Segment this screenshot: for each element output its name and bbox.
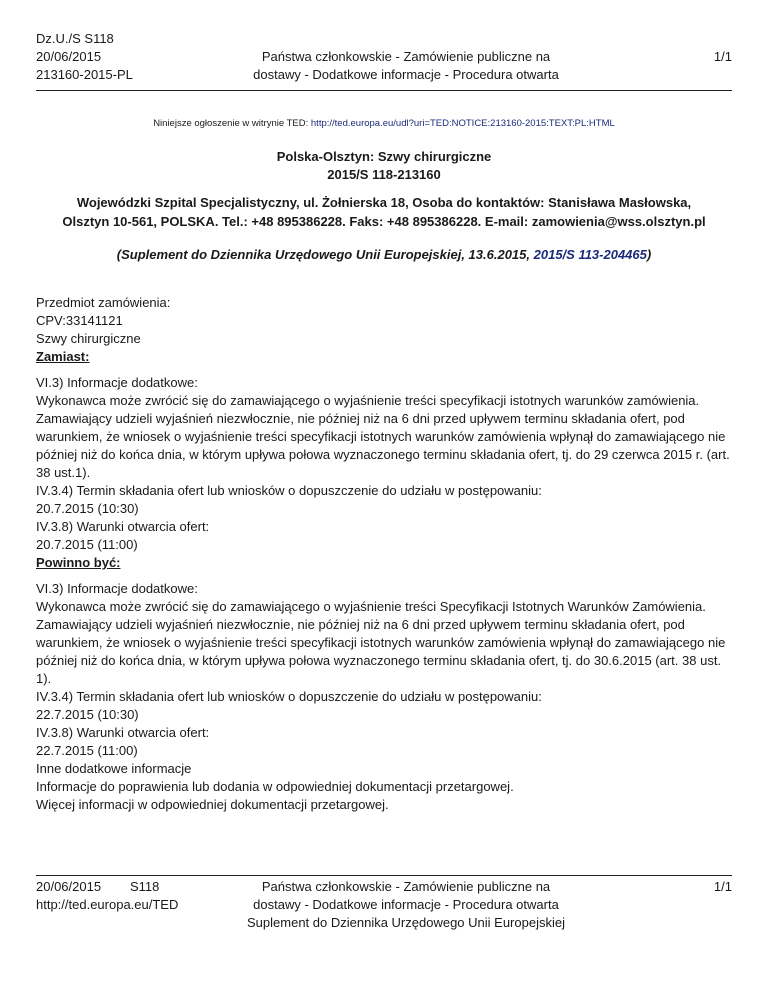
footer-center [236,878,576,932]
header-ref: 213160-2015-PL [36,67,133,82]
supplement-link[interactable]: 2015/S 113-204465 [533,247,647,262]
should-be-heading: Powinno być: [36,555,121,570]
footer-date: 20/06/2015 [36,879,102,894]
other-info-label: Inne dodatkowe informacje [36,761,192,776]
instead-vi3-label: VI.3) Informacje dodatkowe: [36,375,198,390]
should-be-iv334-label: IV.3.4) Termin składania ofert lub wniosków o dopuszczenie do udziału w postępowaniu: [36,689,542,704]
supplement-line [0,247,768,262]
subject-label: Przedmiot zamówienia: [36,295,171,310]
header-page-number: 1/1 [713,49,732,64]
notice-prefix: Niniejsze ogłoszenie w witrynie TED: [153,118,311,129]
subject-cpv: CPV:33141121 [36,313,123,328]
instead-iv334-label: IV.3.4) Termin składania ofert lub wniosków o dopuszczenie do udziału w postępowaniu: [36,483,542,498]
footer-s: S118 [129,879,160,894]
header-left [36,30,133,84]
footer-left [36,878,178,914]
contact-line2: Olsztyn 10-561, POLSKA. Tel.: +48 895386228. Faks: +48 895386228. E-mail: zamowienia@wss.olsztyn.pl [62,214,706,229]
header-dz: Dz.U./S S118 [36,31,114,46]
document-body [36,294,732,814]
instead-iv338-value: 20.7.2015 (11:00) [36,537,138,552]
subject-name: Szwy chirurgiczne [36,331,141,346]
footer-url[interactable]: http://ted.europa.eu/TED [36,897,179,912]
page-footer [36,875,732,930]
should-be-vi3-label: VI.3) Informacje dodatkowe: [36,581,198,596]
header-date: 20/06/2015 [36,49,102,64]
footer-page-number: 1/1 [713,879,732,894]
other-info-line1: Informacje do poprawienia lub dodania w odpowiedniej dokumentacji przetargowej. [36,779,514,794]
footer-line1: Państwa członkowskie - Zamówienie publiczne na [261,879,551,894]
notice-line [0,118,768,129]
supplement-suffix: ) [646,247,652,262]
header-center-line2: dostawy - Dodatkowe informacje - Procedura otwarta [253,67,559,82]
title-line1: Polska-Olsztyn: Szwy chirurgiczne [276,149,492,164]
contact-block [40,193,728,231]
contact-line1: Wojewódzki Szpital Specjalistyczny, ul. Żołnierska 18, Osoba do kontaktów: Stanisława Masłowska, [76,195,692,210]
header-center [236,48,576,84]
instead-iv334-value: 20.7.2015 (10:30) [36,501,139,516]
instead-vi3-text: Wykonawca może zwrócić się do zamawiającego o wyjaśnienie treści specyfikacji istotnych warunków zamówienia. Zamawiający udzieli wyjaśnień niezwłocznie, nie później niż na 6 dni przed upływem terminu składania ofert, pod warunkiem, że wniosek o wyjaśnienie treści specyfikacji istotnych warunków zamówienia wpłynął do zamawiającego nie później niż do końca dnia, w którym upływa połowa wyznaczonego terminu składania ofert, tj. do 29 czerwca 2015 r. (art. 38 ust.1). [36,393,730,480]
title-line2: 2015/S 118-213160 [327,167,441,182]
other-info-line2: Więcej informacji w odpowiedniej dokumentacji przetargowej. [36,797,389,812]
footer-line3: Suplement do Dziennika Urzędowego Unii Europejskiej [247,915,565,930]
instead-heading: Zamiast: [36,349,90,364]
header-center-line1: Państwa członkowskie - Zamówienie publiczne na [261,49,551,64]
should-be-iv338-value: 22.7.2015 (11:00) [36,743,138,758]
footer-line2: dostawy - Dodatkowe informacje - Procedura otwarta [253,897,559,912]
should-be-vi3-text: Wykonawca może zwrócić się do zamawiającego o wyjaśnienie treści Specyfikacji Istotnych Warunków Zamówienia. Zamawiający udzieli wyjaśnień niezwłocznie, nie później niż na 6 dni przed upływem terminu składania ofert, pod warunkiem, że wniosek o wyjaśnienie treści specyfikacji istotnych warunków zamówienia wpłynął do zamawiającego nie później niż do końca dnia, w którym upływa połowa wyznaczonego terminu składania ofert, tj. do 30.6.2015 (art. 38 ust. 1). [36,599,726,686]
should-be-iv334-value: 22.7.2015 (10:30) [36,707,139,722]
supplement-prefix: (Suplement do Dziennika Urzędowego Unii Europejskiej, 13.6.2015, [116,247,534,262]
should-be-iv338-label: IV.3.8) Warunki otwarcia ofert: [36,725,210,740]
notice-link[interactable]: http://ted.europa.eu/udl?uri=TED:NOTICE:213160-2015:TEXT:PL:HTML [310,118,615,129]
page-header [36,30,732,91]
document-title [0,148,768,184]
instead-iv338-label: IV.3.8) Warunki otwarcia ofert: [36,519,210,534]
